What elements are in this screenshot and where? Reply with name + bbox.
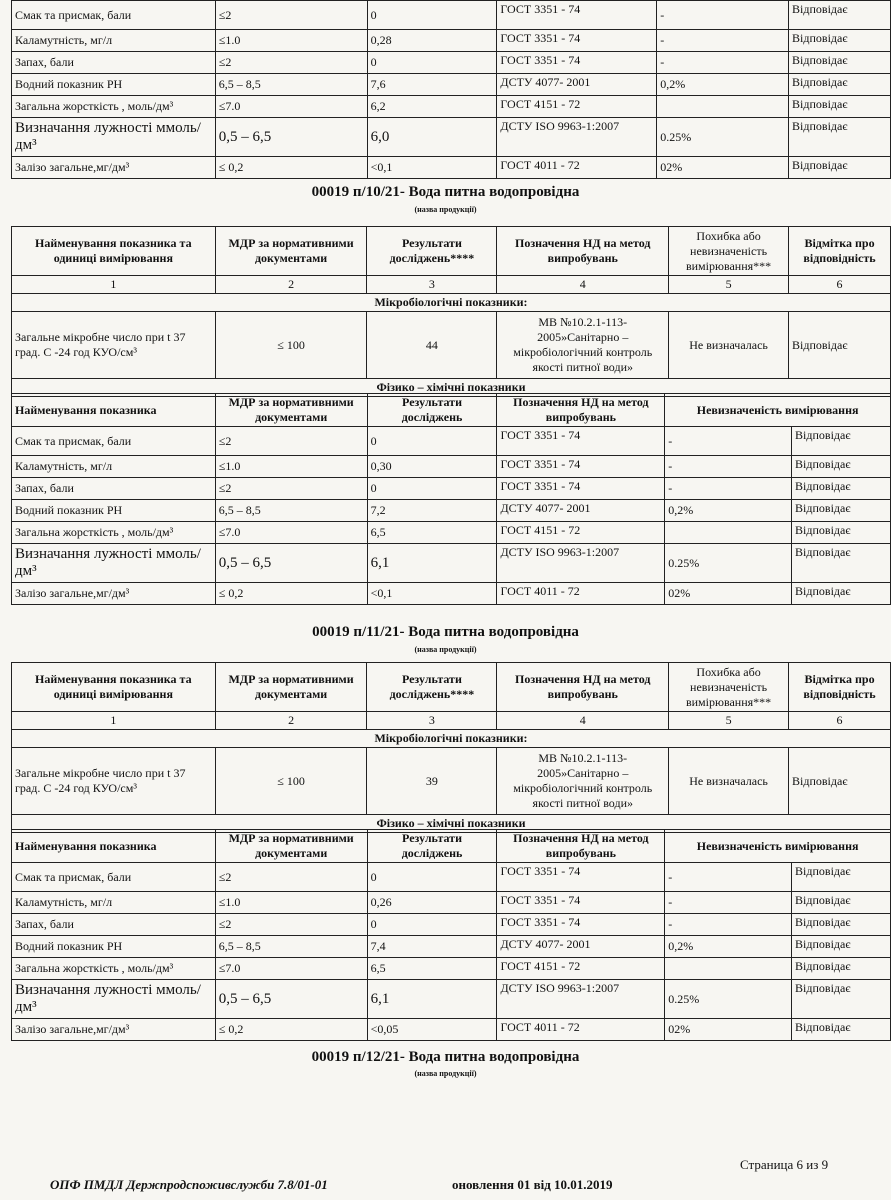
row-result: 7,6 bbox=[367, 74, 497, 96]
phys-header-row bbox=[12, 394, 891, 427]
row-uncertainty: - bbox=[657, 1, 789, 30]
row-name: Визначання лужності ммоль/дм³ bbox=[12, 544, 216, 583]
col-header-name: Найменування показника та одиниці вимірювання bbox=[12, 663, 216, 712]
micro-name: Загальне мікробне число при t 37 град. С -24 год КУО/см³ bbox=[12, 312, 216, 379]
col-num: 6 bbox=[789, 276, 891, 294]
row-mark: Відповідає bbox=[789, 157, 891, 179]
table-row bbox=[12, 456, 891, 478]
table-row bbox=[12, 30, 891, 52]
row-result: 7,2 bbox=[367, 500, 497, 522]
row-uncertainty bbox=[657, 96, 789, 118]
row-mdr: ≤7.0 bbox=[215, 522, 367, 544]
table-row bbox=[12, 118, 891, 157]
col-header-mdr: МДР за нормативними документами bbox=[215, 227, 367, 276]
row-uncertainty: - bbox=[657, 30, 789, 52]
row-mark: Відповідає bbox=[792, 892, 891, 914]
row-result: <0,1 bbox=[367, 583, 497, 605]
phys-header-row bbox=[12, 830, 891, 863]
footer-doc-code: ОПФ ПМДЛ Держпродспоживслужби 7.8/01-01 bbox=[50, 1177, 328, 1192]
row-mark: Відповідає bbox=[792, 1019, 891, 1041]
row-nd: ГОСТ 3351 - 74 bbox=[497, 914, 665, 936]
row-nd: ГОСТ 4011 - 72 bbox=[497, 157, 657, 179]
row-result: 0 bbox=[367, 863, 497, 892]
number-row bbox=[12, 712, 891, 730]
row-mark: Відповідає bbox=[792, 522, 891, 544]
row-name: Каламутність, мг/л bbox=[12, 892, 216, 914]
row-nd: ГОСТ 3351 - 74 bbox=[497, 1, 657, 30]
micro-result: 44 bbox=[367, 312, 497, 379]
row-mark: Відповідає bbox=[792, 958, 891, 980]
row-uncertainty: 0,2% bbox=[665, 936, 792, 958]
header-row bbox=[12, 227, 891, 276]
micro-row bbox=[12, 312, 891, 379]
row-mdr: ≤2 bbox=[215, 52, 367, 74]
phys-col-nd: Позначення НД на метод випробувань bbox=[497, 830, 665, 863]
phys-col-uncertainty: Невизначеність вимірювання bbox=[665, 394, 891, 427]
row-name: Загальна жорсткість , моль/дм³ bbox=[12, 96, 216, 118]
row-uncertainty: 02% bbox=[657, 157, 789, 179]
row-name: Каламутність, мг/л bbox=[12, 30, 216, 52]
row-result: 0,28 bbox=[367, 30, 497, 52]
row-result: 0 bbox=[367, 914, 497, 936]
col-num: 1 bbox=[12, 276, 216, 294]
phys-col-mdr: МДР за нормативними документами bbox=[215, 394, 367, 427]
row-name: Запах, бали bbox=[12, 52, 216, 74]
row-uncertainty: 0.25% bbox=[665, 544, 792, 583]
phys-col-name: Найменування показника bbox=[12, 394, 216, 427]
row-nd: ДСТУ 4077- 2001 bbox=[497, 936, 665, 958]
row-result: 6,5 bbox=[367, 958, 497, 980]
col-num: 1 bbox=[12, 712, 216, 730]
row-mark: Відповідає bbox=[789, 1, 891, 30]
row-name: Загальна жорсткість , моль/дм³ bbox=[12, 522, 216, 544]
col-header-uncertainty: Похибка або невизначеність вимірювання*** bbox=[669, 663, 789, 712]
row-mdr: ≤7.0 bbox=[215, 958, 367, 980]
table-row bbox=[12, 892, 891, 914]
row-uncertainty: - bbox=[665, 456, 792, 478]
col-num: 4 bbox=[497, 276, 669, 294]
phys-col-result: Результати досліджень bbox=[367, 830, 497, 863]
table-row bbox=[12, 980, 891, 1019]
col-header-nd: Позначення НД на метод випробувань bbox=[497, 227, 669, 276]
table-row bbox=[12, 1019, 891, 1041]
row-nd: ГОСТ 3351 - 74 bbox=[497, 456, 665, 478]
phys-heading: Фізико – хімічні показники bbox=[12, 815, 891, 833]
number-row bbox=[12, 276, 891, 294]
row-mdr: ≤2 bbox=[215, 478, 367, 500]
row-name: Смак та присмак, бали bbox=[12, 1, 216, 30]
row-nd: ГОСТ 3351 - 74 bbox=[497, 427, 665, 456]
row-uncertainty bbox=[665, 522, 792, 544]
row-uncertainty: 0.25% bbox=[657, 118, 789, 157]
row-mark: Відповідає bbox=[792, 456, 891, 478]
row-mdr: ≤ 0,2 bbox=[215, 157, 367, 179]
row-mark: Відповідає bbox=[792, 583, 891, 605]
footer-revision: оновлення 01 від 10.01.2019 bbox=[452, 1177, 613, 1192]
row-nd: ГОСТ 4011 - 72 bbox=[497, 1019, 665, 1041]
col-header-result: Результати досліджень**** bbox=[367, 663, 497, 712]
row-result: <0,1 bbox=[367, 157, 497, 179]
table-row bbox=[12, 936, 891, 958]
row-mdr: ≤7.0 bbox=[215, 96, 367, 118]
row-mark: Відповідає bbox=[789, 30, 891, 52]
row-mdr: ≤2 bbox=[215, 1, 367, 30]
micro-uncertainty: Не визначалась bbox=[669, 312, 789, 379]
table-row bbox=[12, 427, 891, 456]
section-10-phys-table bbox=[11, 393, 891, 605]
row-uncertainty: 0.25% bbox=[665, 980, 792, 1019]
row-mdr: ≤2 bbox=[215, 914, 367, 936]
micro-heading: Мікробіологічні показники: bbox=[12, 294, 891, 312]
row-nd: ДСТУ 4077- 2001 bbox=[497, 500, 665, 522]
micro-heading-row bbox=[12, 730, 891, 748]
micro-heading: Мікробіологічні показники: bbox=[12, 730, 891, 748]
table-row bbox=[12, 96, 891, 118]
table-row bbox=[12, 863, 891, 892]
table-row bbox=[12, 74, 891, 96]
col-num: 5 bbox=[669, 276, 789, 294]
section-10-table bbox=[11, 226, 891, 397]
row-mark: Відповідає bbox=[792, 500, 891, 522]
row-uncertainty: - bbox=[665, 478, 792, 500]
table-row bbox=[12, 544, 891, 583]
micro-mdr: ≤ 100 bbox=[215, 748, 367, 815]
col-header-name: Найменування показника та одиниці вимірювання bbox=[12, 227, 216, 276]
row-mark: Відповідає bbox=[792, 544, 891, 583]
row-mark: Відповідає bbox=[792, 980, 891, 1019]
row-mdr: ≤2 bbox=[215, 427, 367, 456]
col-header-uncertainty: Похибка або невизначеність вимірювання*** bbox=[669, 227, 789, 276]
row-mdr: ≤1.0 bbox=[215, 456, 367, 478]
row-uncertainty: 02% bbox=[665, 583, 792, 605]
row-nd: ГОСТ 4151 - 72 bbox=[497, 96, 657, 118]
micro-mdr: ≤ 100 bbox=[215, 312, 367, 379]
row-name: Залізо загальне,мг/дм³ bbox=[12, 157, 216, 179]
row-nd: ДСТУ 4077- 2001 bbox=[497, 74, 657, 96]
table-row bbox=[12, 583, 891, 605]
row-mdr: 6,5 – 8,5 bbox=[215, 74, 367, 96]
row-uncertainty: - bbox=[665, 427, 792, 456]
row-result: 6,5 bbox=[367, 522, 497, 544]
table-row bbox=[12, 500, 891, 522]
row-mdr: ≤1.0 bbox=[215, 30, 367, 52]
row-uncertainty bbox=[665, 958, 792, 980]
row-mark: Відповідає bbox=[789, 96, 891, 118]
section-title: 00019 п/10/21- Вода питна водопровідна bbox=[311, 184, 580, 200]
table-row bbox=[12, 157, 891, 179]
product-caption: (назва продукції) bbox=[414, 645, 477, 654]
row-result: 0,30 bbox=[367, 456, 497, 478]
col-num: 6 bbox=[789, 712, 891, 730]
table-row bbox=[12, 1, 891, 30]
row-name: Водний показник РН bbox=[12, 500, 216, 522]
row-mdr: 6,5 – 8,5 bbox=[215, 500, 367, 522]
row-uncertainty: 02% bbox=[665, 1019, 792, 1041]
row-result: 7,4 bbox=[367, 936, 497, 958]
col-num: 2 bbox=[215, 276, 367, 294]
row-uncertainty: 0,2% bbox=[665, 500, 792, 522]
table-row bbox=[12, 958, 891, 980]
row-result: 0 bbox=[367, 478, 497, 500]
micro-row bbox=[12, 748, 891, 815]
row-result: 0 bbox=[367, 1, 497, 30]
row-result: 0,26 bbox=[367, 892, 497, 914]
table-row bbox=[12, 52, 891, 74]
product-caption: (назва продукції) bbox=[414, 205, 477, 214]
col-header-result: Результати досліджень**** bbox=[367, 227, 497, 276]
phys-col-uncertainty: Невизначеність вимірювання bbox=[665, 830, 891, 863]
row-result: 6,0 bbox=[367, 118, 497, 157]
row-name: Каламутність, мг/л bbox=[12, 456, 216, 478]
row-mdr: ≤ 0,2 bbox=[215, 583, 367, 605]
row-name: Загальна жорсткість , моль/дм³ bbox=[12, 958, 216, 980]
phys-col-name: Найменування показника bbox=[12, 830, 216, 863]
row-nd: ГОСТ 3351 - 74 bbox=[497, 30, 657, 52]
row-nd: ГОСТ 4151 - 72 bbox=[497, 522, 665, 544]
row-mark: Відповідає bbox=[792, 427, 891, 456]
col-num: 3 bbox=[367, 712, 497, 730]
row-name: Залізо загальне,мг/дм³ bbox=[12, 583, 216, 605]
row-name: Водний показник РН bbox=[12, 936, 216, 958]
header-row bbox=[12, 663, 891, 712]
row-nd: ГОСТ 4011 - 72 bbox=[497, 583, 665, 605]
product-caption: (назва продукції) bbox=[414, 1069, 477, 1078]
row-result: 6,1 bbox=[367, 544, 497, 583]
row-result: 0 bbox=[367, 427, 497, 456]
row-nd: ГОСТ 3351 - 74 bbox=[497, 892, 665, 914]
row-nd: ГОСТ 4151 - 72 bbox=[497, 958, 665, 980]
row-nd: ДСТУ ISO 9963-1:2007 bbox=[497, 544, 665, 583]
table-row bbox=[12, 522, 891, 544]
micro-uncertainty: Не визначалась bbox=[669, 748, 789, 815]
row-uncertainty: 0,2% bbox=[657, 74, 789, 96]
row-name: Запах, бали bbox=[12, 914, 216, 936]
row-mdr: ≤ 0,2 bbox=[215, 1019, 367, 1041]
section-title: 00019 п/12/21- Вода питна водопровідна bbox=[311, 1049, 580, 1065]
row-mdr: ≤2 bbox=[215, 863, 367, 892]
row-name: Запах, бали bbox=[12, 478, 216, 500]
row-result: <0,05 bbox=[367, 1019, 497, 1041]
row-result: 0 bbox=[367, 52, 497, 74]
micro-result: 39 bbox=[367, 748, 497, 815]
col-num: 4 bbox=[497, 712, 669, 730]
section-11-phys-table bbox=[11, 829, 891, 1041]
table-row bbox=[12, 914, 891, 936]
micro-heading-row bbox=[12, 294, 891, 312]
row-mark: Відповідає bbox=[789, 74, 891, 96]
micro-name: Загальне мікробне число при t 37 град. С -24 год КУО/см³ bbox=[12, 748, 216, 815]
row-uncertainty: - bbox=[665, 914, 792, 936]
col-header-mark: Відмітка про відповідність bbox=[789, 663, 891, 712]
micro-mark: Відповідає bbox=[789, 748, 891, 815]
row-name: Залізо загальне,мг/дм³ bbox=[12, 1019, 216, 1041]
row-name: Визначання лужності ммоль/дм³ bbox=[12, 118, 216, 157]
row-nd: ДСТУ ISO 9963-1:2007 bbox=[497, 118, 657, 157]
top-results-table bbox=[11, 0, 891, 179]
micro-mark: Відповідає bbox=[789, 312, 891, 379]
row-result: 6,1 bbox=[367, 980, 497, 1019]
col-num: 5 bbox=[669, 712, 789, 730]
row-uncertainty: - bbox=[657, 52, 789, 74]
row-mark: Відповідає bbox=[792, 478, 891, 500]
page-number: Страница 6 из 9 bbox=[740, 1157, 829, 1172]
row-mark: Відповідає bbox=[792, 936, 891, 958]
row-mark: Відповідає bbox=[792, 863, 891, 892]
row-mdr: ≤1.0 bbox=[215, 892, 367, 914]
section-title: 00019 п/11/21- Вода питна водопровідна bbox=[312, 624, 579, 640]
row-mdr: 0,5 – 6,5 bbox=[215, 544, 367, 583]
row-name: Визначання лужності ммоль/дм³ bbox=[12, 980, 216, 1019]
col-num: 2 bbox=[215, 712, 367, 730]
row-name: Водний показник РН bbox=[12, 74, 216, 96]
section-11-table bbox=[11, 662, 891, 833]
row-mdr: 0,5 – 6,5 bbox=[215, 980, 367, 1019]
col-header-mark: Відмітка про відповідність bbox=[789, 227, 891, 276]
phys-col-nd: Позначення НД на метод випробувань bbox=[497, 394, 665, 427]
micro-nd: МВ №10.2.1-113-2005»Санітарно – мікробіологічний контроль якості питної води» bbox=[497, 748, 669, 815]
col-header-mdr: МДР за нормативними документами bbox=[215, 663, 367, 712]
row-nd: ГОСТ 3351 - 74 bbox=[497, 52, 657, 74]
row-nd: ДСТУ ISO 9963-1:2007 bbox=[497, 980, 665, 1019]
row-name: Смак та присмак, бали bbox=[12, 863, 216, 892]
row-nd: ГОСТ 3351 - 74 bbox=[497, 863, 665, 892]
phys-heading: Фізико – хімічні показники bbox=[12, 379, 891, 397]
col-header-nd: Позначення НД на метод випробувань bbox=[497, 663, 669, 712]
phys-col-mdr: МДР за нормативними документами bbox=[215, 830, 367, 863]
row-nd: ГОСТ 3351 - 74 bbox=[497, 478, 665, 500]
col-num: 3 bbox=[367, 276, 497, 294]
row-mark: Відповідає bbox=[789, 52, 891, 74]
row-mark: Відповідає bbox=[792, 914, 891, 936]
row-mdr: 0,5 – 6,5 bbox=[215, 118, 367, 157]
row-mdr: 6,5 – 8,5 bbox=[215, 936, 367, 958]
row-uncertainty: - bbox=[665, 892, 792, 914]
micro-nd: МВ №10.2.1-113-2005»Санітарно – мікробіологічний контроль якості питної води» bbox=[497, 312, 669, 379]
row-result: 6,2 bbox=[367, 96, 497, 118]
phys-col-result: Результати досліджень bbox=[367, 394, 497, 427]
row-mark: Відповідає bbox=[789, 118, 891, 157]
table-row bbox=[12, 478, 891, 500]
row-uncertainty: - bbox=[665, 863, 792, 892]
row-name: Смак та присмак, бали bbox=[12, 427, 216, 456]
